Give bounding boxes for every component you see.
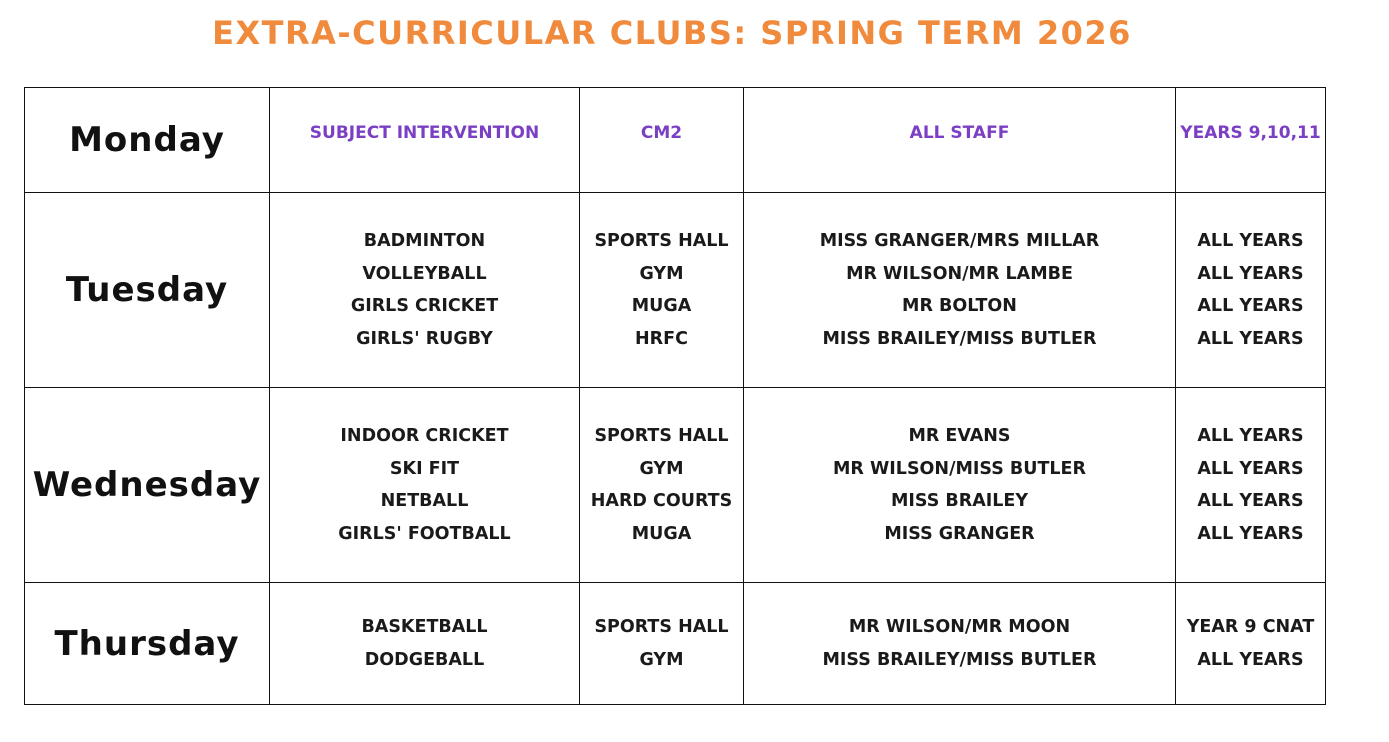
- years-item: ALL YEARS: [1197, 296, 1304, 316]
- staff-item: MISS GRANGER: [884, 523, 1035, 544]
- years-item: ALL YEARS: [1197, 458, 1304, 479]
- location-item: SPORTS HALL: [594, 231, 729, 251]
- day-label: Thursday: [54, 623, 240, 664]
- table-row-tuesday: [25, 193, 1326, 388]
- table-row-monday: [25, 88, 1326, 193]
- location-item: MUGA: [631, 523, 692, 544]
- years-item: ALL YEARS: [1197, 491, 1304, 511]
- staff-item: MR WILSON/MR LAMBE: [846, 263, 1073, 284]
- years-cell: [1176, 583, 1326, 705]
- years-item: ALL YEARS: [1197, 263, 1304, 284]
- location-cell: [580, 583, 744, 705]
- staff-item: MISS BRAILEY: [890, 491, 1029, 511]
- staff-item: MISS BRAILEY/MISS BUTLER: [822, 328, 1097, 349]
- staff-item: ALL STAFF: [909, 123, 1010, 143]
- staff-item: MISS BRAILEY/MISS BUTLER: [822, 649, 1097, 670]
- day-cell-tuesday: [25, 193, 270, 388]
- day-cell-thursday: [25, 583, 270, 705]
- location-cell: [580, 388, 744, 583]
- activity-item: GIRLS' FOOTBALL: [338, 523, 511, 544]
- activity-item: BASKETBALL: [361, 617, 488, 637]
- staff-cell: [744, 583, 1176, 705]
- activity-cell: [270, 583, 580, 705]
- location-item: GYM: [639, 649, 684, 670]
- years-item: ALL YEARS: [1197, 649, 1304, 670]
- day-cell-wednesday: [25, 388, 270, 583]
- table-row-thursday: [25, 583, 1326, 705]
- location-cell: [580, 88, 744, 193]
- activity-item: BADMINTON: [363, 231, 486, 251]
- activity-item: GIRLS CRICKET: [350, 296, 499, 316]
- activity-item: INDOOR CRICKET: [340, 426, 509, 446]
- activity-item: SUBJECT INTERVENTION: [309, 123, 540, 143]
- day-label: Monday: [69, 120, 225, 160]
- years-item: ALL YEARS: [1197, 426, 1304, 446]
- location-item: HRFC: [635, 328, 688, 349]
- staff-cell: [744, 193, 1176, 388]
- location-item: SPORTS HALL: [594, 617, 729, 637]
- staff-item: MR EVANS: [908, 426, 1011, 446]
- years-item: YEARS 9,10,11: [1180, 123, 1321, 143]
- day-label: Tuesday: [65, 270, 229, 310]
- staff-item: MR WILSON/MR MOON: [848, 617, 1071, 637]
- staff-cell: [744, 388, 1176, 583]
- activity-item: DODGEBALL: [364, 649, 485, 670]
- activity-item: SKI FIT: [389, 458, 460, 479]
- location-cell: [580, 193, 744, 388]
- location-item: GYM: [639, 263, 684, 284]
- years-item: ALL YEARS: [1197, 523, 1304, 544]
- years-item: YEAR 9 CNAT: [1186, 617, 1315, 637]
- day-cell-monday: [25, 88, 270, 193]
- activity-cell: [270, 193, 580, 388]
- location-item: SPORTS HALL: [594, 426, 729, 446]
- location-item: CM2: [640, 123, 683, 143]
- years-item: ALL YEARS: [1197, 328, 1304, 349]
- clubs-schedule-table: [24, 87, 1326, 705]
- staff-item: MR BOLTON: [902, 296, 1017, 316]
- activity-cell: [270, 88, 580, 193]
- years-cell: [1176, 388, 1326, 583]
- years-cell: [1176, 193, 1326, 388]
- years-item: ALL YEARS: [1197, 231, 1304, 251]
- activity-item: GIRLS' RUGBY: [356, 328, 493, 349]
- table-row-wednesday: [25, 388, 1326, 583]
- staff-item: MR WILSON/MISS BUTLER: [833, 458, 1086, 479]
- location-item: GYM: [639, 458, 684, 479]
- staff-item: MISS GRANGER/MRS MILLAR: [819, 231, 1100, 251]
- activity-cell: [270, 388, 580, 583]
- page-title: EXTRA-CURRICULAR CLUBS: SPRING TERM 2026: [212, 14, 1132, 52]
- years-cell: [1176, 88, 1326, 193]
- activity-item: NETBALL: [380, 491, 469, 511]
- day-label: Wednesday: [32, 465, 262, 505]
- location-item: MUGA: [631, 296, 692, 316]
- activity-item: VOLLEYBALL: [362, 263, 487, 284]
- staff-cell: [744, 88, 1176, 193]
- location-item: HARD COURTS: [590, 491, 733, 511]
